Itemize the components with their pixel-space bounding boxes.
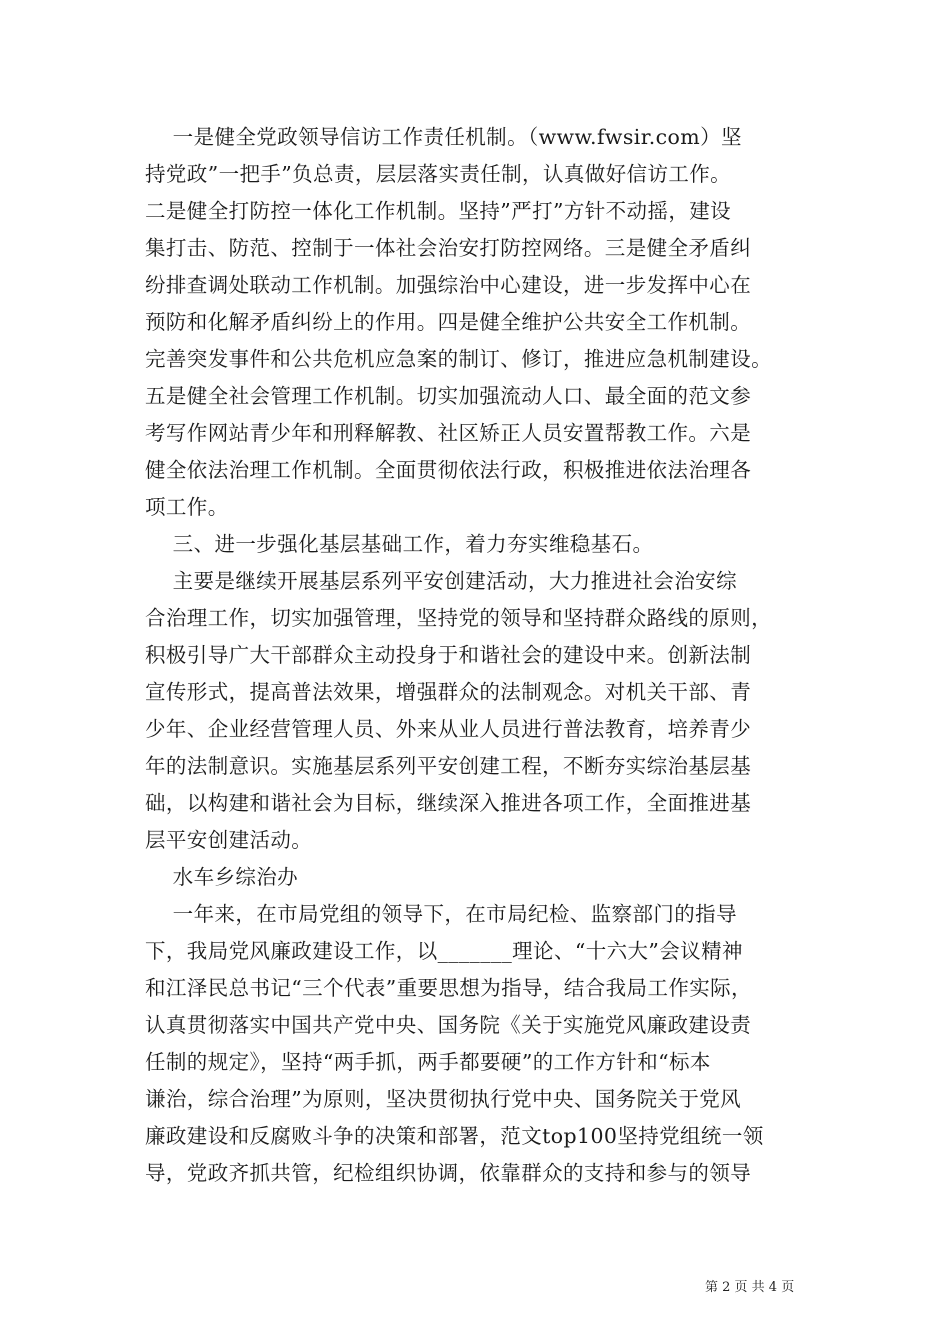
text-line: 一年来，在市局党组的领导下，在市局纪检、监察部门的指导 (145, 902, 737, 926)
text-line: 和江泽民总书记“三个代表”重要思想为指导，结合我局工作实际， (145, 976, 752, 1000)
text-line: 预防和化解矛盾纠纷上的作用。四是健全维护公共安全工作机制。 (145, 310, 752, 334)
text-line: 积极引导广大干部群众主动投身于和谐社会的建设中来。创新法制 (145, 643, 752, 667)
text-line: 谦治，综合治理”为原则，坚决贯彻执行党中央、国务院关于党风 (145, 1087, 742, 1111)
text-line: 纷排查调处联动工作机制。加强综治中心建设，进一步发挥中心在 (145, 273, 752, 297)
text-line: 集打击、防范、控制于一体社会治安打防控网络。三是健全矛盾纠 (145, 236, 752, 260)
text-line: 宣传形式，提高普法效果，增强群众的法制观念。对机关干部、青 (145, 680, 752, 704)
text-line: 二是健全打防控一体化工作机制。坚持”严打”方针不动摇，建设 (145, 199, 732, 223)
text-line: 合治理工作，切实加强管理，坚持党的领导和坚持群众路线的原则， (145, 606, 772, 630)
text-line: 少年、企业经营管理人员、外来从业人员进行普法教育，培养青少 (145, 717, 752, 741)
text-line: 下，我局党风廉政建设工作，以_______理论、“十六大”会议精神 (145, 939, 743, 963)
text-line: 认真贯彻落实中国共产党中央、国务院《关于实施党风廉政建设责 (145, 1013, 752, 1037)
text-line: 任制的规定》，坚持“两手抓，两手都要硬”的工作方针和“标本 (145, 1050, 711, 1074)
section-heading: 三、进一步强化基层基础工作，着力夯实维稳基石。 (145, 532, 654, 556)
text-line: 层平安创建活动。 (145, 828, 313, 852)
text-line: 础，以构建和谐社会为目标，继续深入推进各项工作，全面推进基 (145, 791, 752, 815)
text-line: 主要是继续开展基层系列平安创建活动，大力推进社会治安综 (145, 569, 737, 593)
text-line: 导，党政齐抓共管，纪检组织协调，依靠群众的支持和参与的领导 (145, 1161, 752, 1185)
text-line: 考写作网站青少年和刑释解教、社区矫正人员安置帮教工作。六是 (145, 421, 752, 445)
text-line: 一是健全党政领导信访工作责任机制。（www.fwsir.com）坚 (145, 125, 742, 149)
signature-line: 水车乡综治办 (145, 865, 299, 889)
text-line: 五是健全社会管理工作机制。切实加强流动人口、最全面的范文参 (145, 384, 752, 408)
text-line: 项工作。 (145, 495, 229, 519)
page-number-footer: 第 2 页 共 4 页 (705, 1280, 795, 1295)
text-line: 年的法制意识。实施基层系列平安创建工程，不断夯实综治基层基 (145, 754, 752, 778)
text-line: 健全依法治理工作机制。全面贯彻依法行政，积极推进依法治理各 (145, 458, 752, 482)
text-line: 持党政”一把手”负总责，层层落实责任制，认真做好信访工作。 (145, 162, 732, 186)
text-line: 完善突发事件和公共危机应急案的制订、修订，推进应急机制建设。 (145, 347, 772, 371)
text-line: 廉政建设和反腐败斗争的决策和部署，范文top100坚持党组统一领 (145, 1124, 764, 1148)
